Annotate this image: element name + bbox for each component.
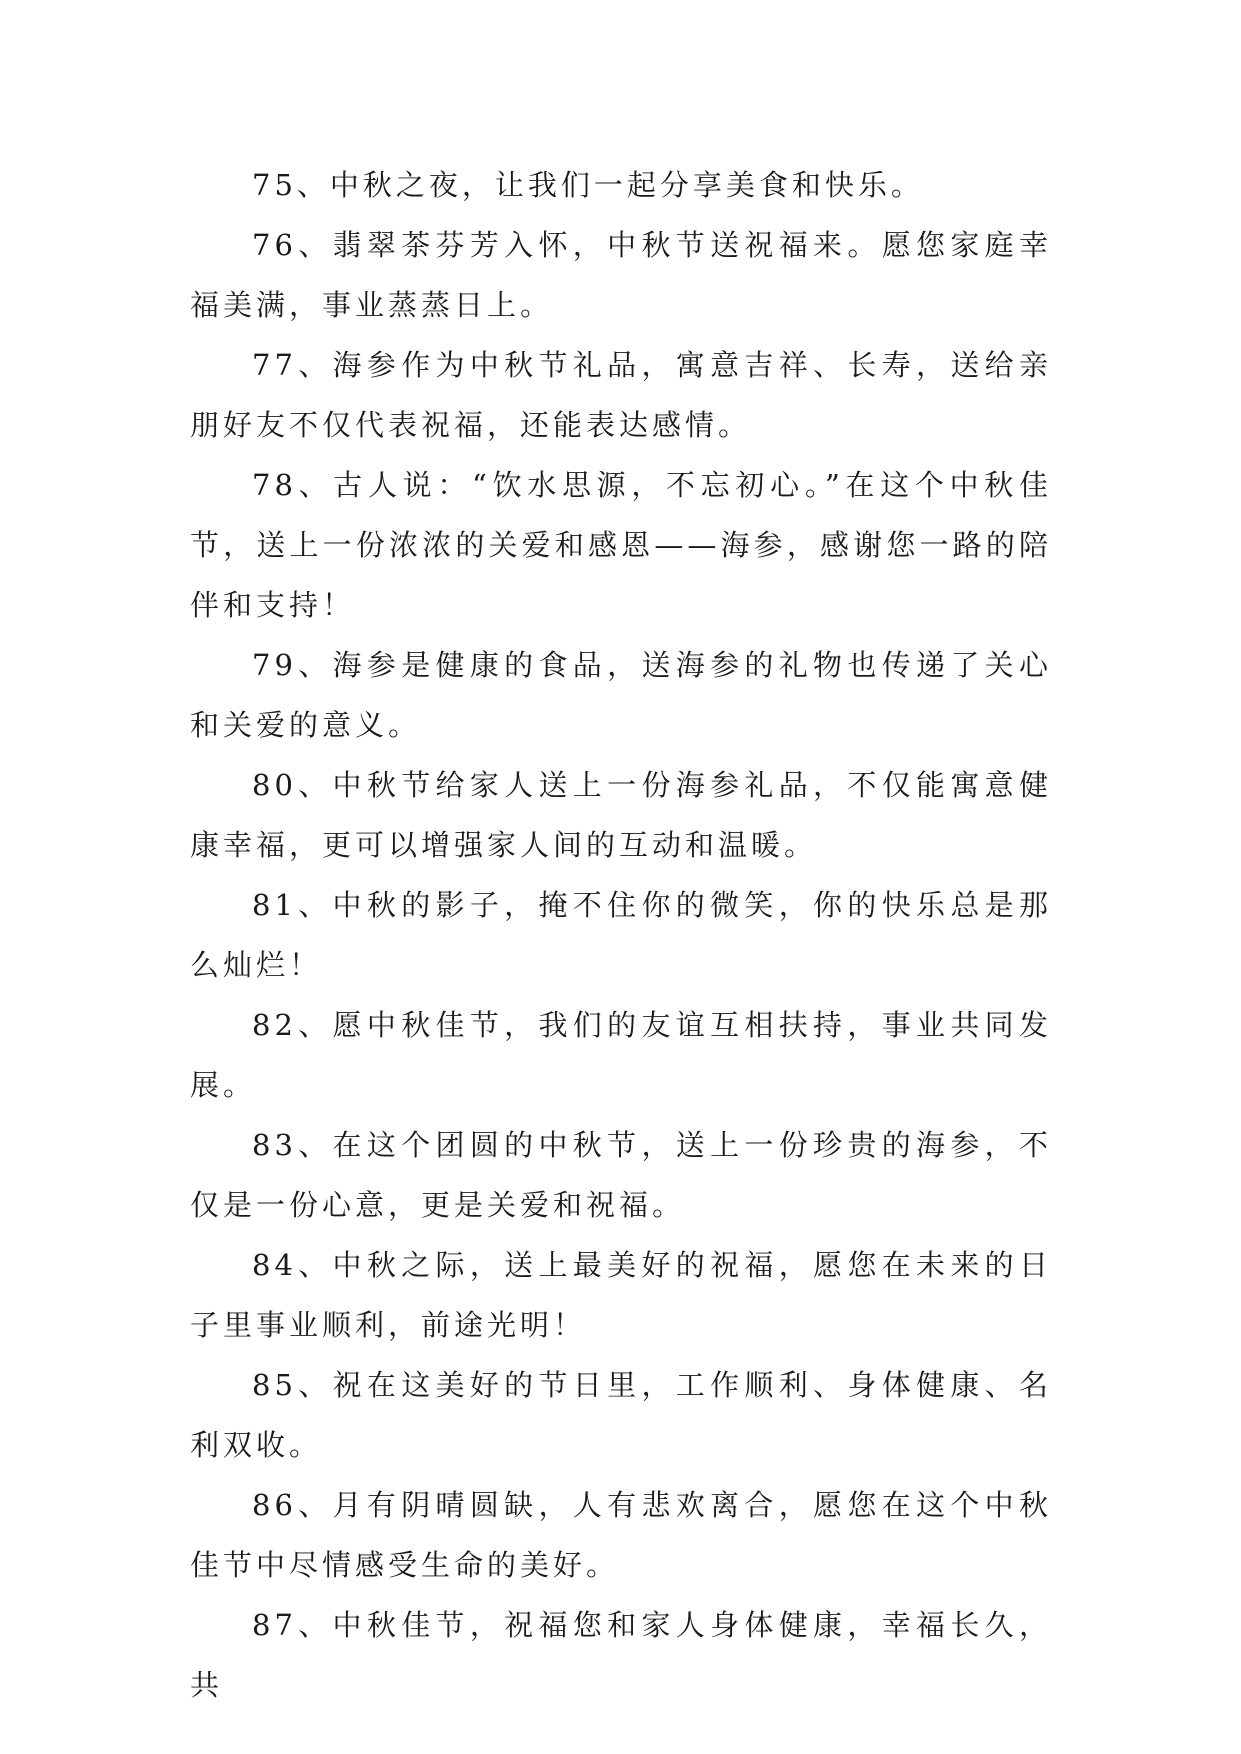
paragraph-78: 78、古人说：“饮水思源，不忘初心。”在这个中秋佳节，送上一份浓浓的关爱和感恩——海参，感谢您一路的陪伴和支持！ (190, 468, 1052, 622)
paragraph-82: 82、愿中秋佳节，我们的友谊互相扶持，事业共同发展。 (190, 1008, 1052, 1102)
paragraph-76: 76、翡翠茶芬芳入怀，中秋节送祝福来。愿您家庭幸福美满，事业蒸蒸日上。 (190, 228, 1052, 322)
paragraph-87: 87、中秋佳节，祝福您和家人身体健康，幸福长久，共 (190, 1608, 1052, 1702)
paragraph-77: 77、海参作为中秋节礼品，寓意吉祥、长寿，送给亲朋好友不仅代表祝福，还能表达感情。 (190, 348, 1052, 442)
paragraph-75: 75、中秋之夜，让我们一起分享美食和快乐。 (252, 168, 924, 202)
document-body (190, 155, 1052, 1715)
paragraph-81: 81、中秋的影子，掩不住你的微笑，你的快乐总是那么灿烂！ (190, 888, 1052, 982)
paragraph-85: 85、祝在这美好的节日里，工作顺利、身体健康、名利双收。 (190, 1368, 1052, 1462)
paragraph-84: 84、中秋之际，送上最美好的祝福，愿您在未来的日子里事业顺利，前途光明！ (190, 1248, 1052, 1342)
paragraph-80: 80、中秋节给家人送上一份海参礼品，不仅能寓意健康幸福，更可以增强家人间的互动和温暖。 (190, 768, 1052, 862)
paragraph-79: 79、海参是健康的食品，送海参的礼物也传递了关心和关爱的意义。 (190, 648, 1052, 742)
paragraph-86: 86、月有阴晴圆缺，人有悲欢离合，愿您在这个中秋佳节中尽情感受生命的美好。 (190, 1488, 1052, 1582)
paragraph-83: 83、在这个团圆的中秋节，送上一份珍贵的海参，不仅是一份心意，更是关爱和祝福。 (190, 1128, 1052, 1222)
